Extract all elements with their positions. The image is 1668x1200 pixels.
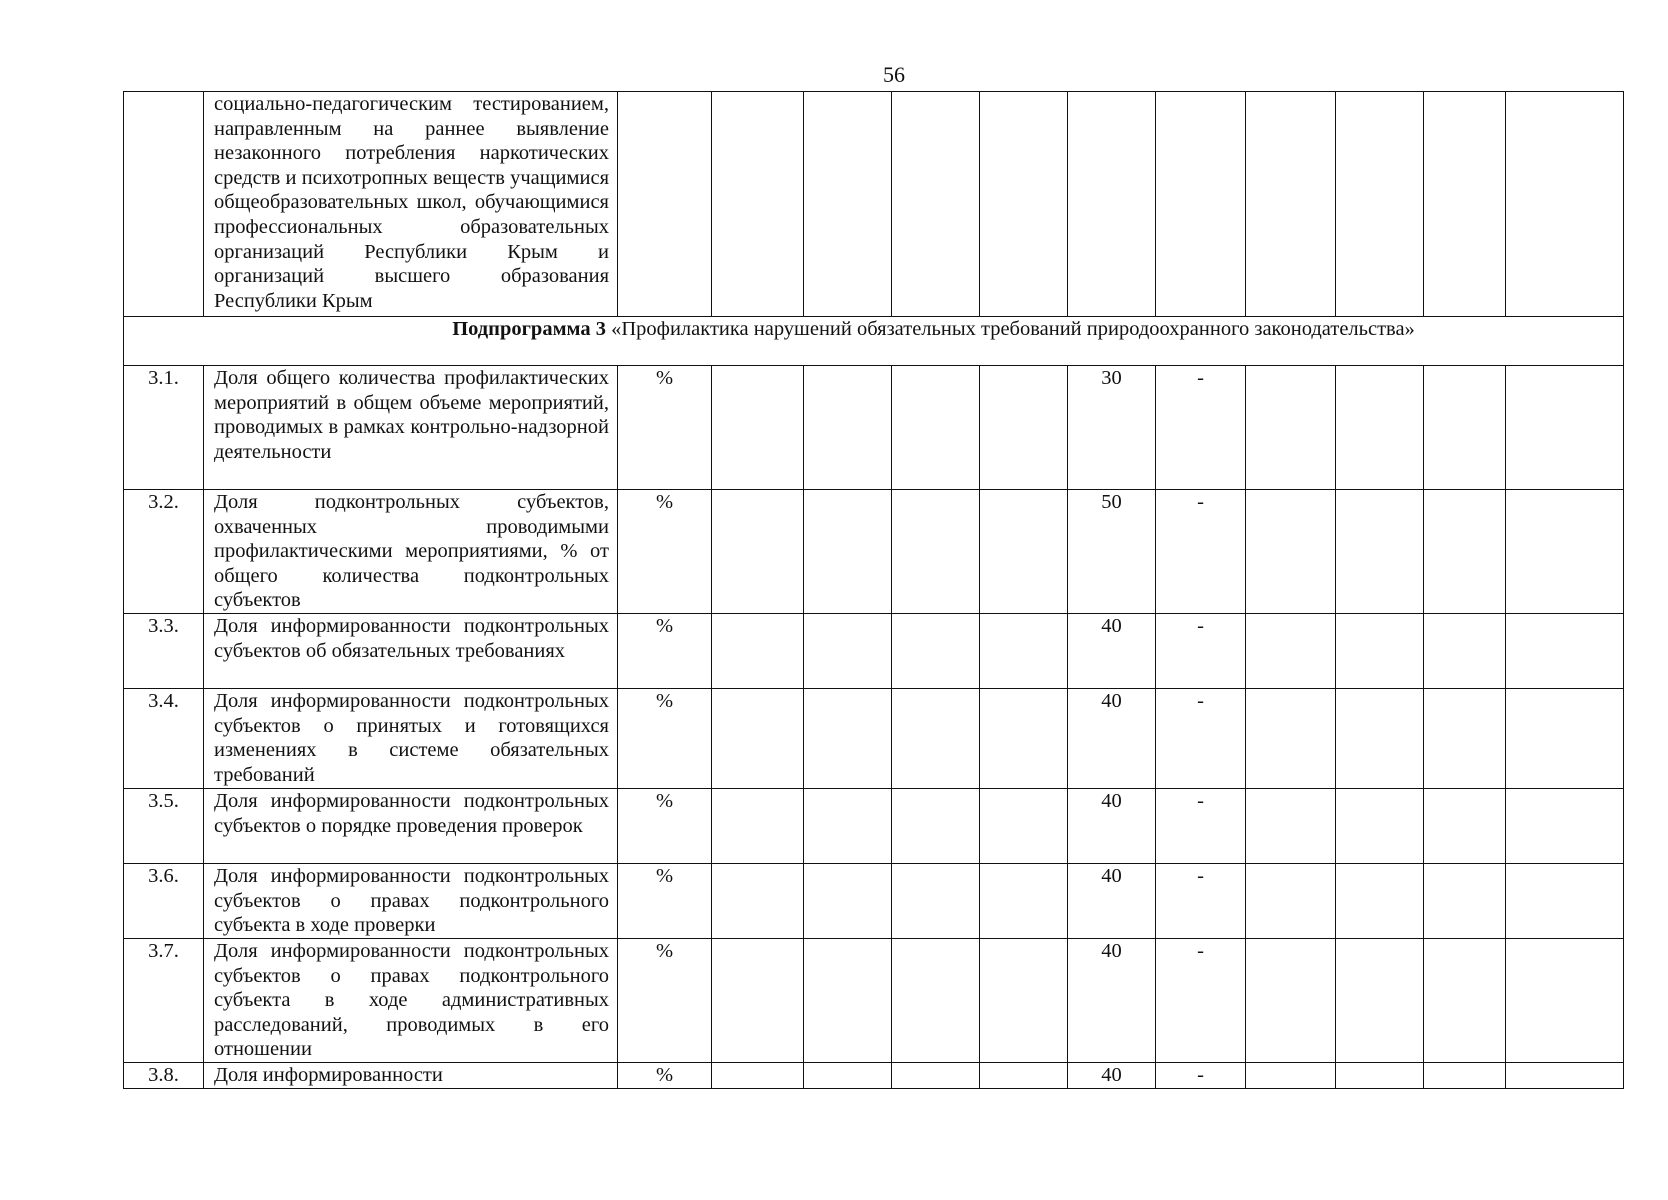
empty-cell bbox=[1424, 938, 1506, 1062]
row-number: 3.3. bbox=[124, 613, 204, 688]
subprogram-header bbox=[124, 317, 1624, 366]
table-row bbox=[124, 366, 1624, 490]
row-value: 30 bbox=[1068, 366, 1156, 490]
empty-cell bbox=[1336, 613, 1424, 688]
row-description bbox=[204, 490, 618, 614]
row-unit: % bbox=[618, 688, 712, 788]
row-next-value: - bbox=[1156, 688, 1246, 788]
empty-cell bbox=[1506, 490, 1624, 614]
empty-cell bbox=[1156, 92, 1246, 317]
empty-cell bbox=[712, 92, 804, 317]
empty-cell bbox=[804, 92, 892, 317]
empty-cell bbox=[1336, 938, 1424, 1062]
row-description bbox=[204, 1062, 618, 1088]
row-number: 3.4. bbox=[124, 688, 204, 788]
empty-cell bbox=[892, 1062, 980, 1088]
subprogram-header-row bbox=[124, 317, 1624, 366]
empty-cell bbox=[1246, 613, 1336, 688]
empty-cell bbox=[712, 490, 804, 614]
row-description-text: Доля информированности подконтрольных субъектов об обязательных требованиях bbox=[214, 614, 609, 662]
empty-cell bbox=[1506, 688, 1624, 788]
empty-cell bbox=[1506, 938, 1624, 1062]
empty-cell bbox=[892, 863, 980, 938]
row-unit: % bbox=[618, 490, 712, 614]
empty-cell bbox=[712, 1062, 804, 1088]
empty-cell bbox=[1336, 1062, 1424, 1088]
empty-cell bbox=[1424, 613, 1506, 688]
row-description-text: Доля информированности подконтрольных субъектов о правах подконтрольного субъекта в ходе административных расследований, проводимых в его отношении bbox=[214, 939, 609, 1061]
row-description-text: Доля информированности подконтрольных субъектов о правах подконтрольного субъекта в ходе проверки bbox=[214, 864, 609, 937]
row-next-value: - bbox=[1156, 613, 1246, 688]
empty-cell bbox=[980, 788, 1068, 863]
empty-cell bbox=[980, 938, 1068, 1062]
row-next-value: - bbox=[1156, 366, 1246, 490]
empty-cell bbox=[980, 863, 1068, 938]
row-value: 40 bbox=[1068, 938, 1156, 1062]
row-unit: % bbox=[618, 1062, 712, 1088]
empty-cell bbox=[712, 863, 804, 938]
empty-cell bbox=[804, 490, 892, 614]
row-description bbox=[204, 366, 618, 490]
row-value: 40 bbox=[1068, 688, 1156, 788]
empty-cell bbox=[1246, 688, 1336, 788]
row-description-text: Доля информированности bbox=[214, 1063, 443, 1086]
empty-cell bbox=[892, 688, 980, 788]
empty-cell bbox=[980, 613, 1068, 688]
empty-cell bbox=[1424, 92, 1506, 317]
row-description bbox=[204, 788, 618, 863]
row-unit: % bbox=[618, 613, 712, 688]
row-description bbox=[204, 938, 618, 1062]
empty-cell bbox=[892, 938, 980, 1062]
empty-cell bbox=[1336, 688, 1424, 788]
empty-cell bbox=[1336, 366, 1424, 490]
empty-cell bbox=[1246, 863, 1336, 938]
empty-cell bbox=[1424, 1062, 1506, 1088]
empty-cell bbox=[1506, 366, 1624, 490]
empty-cell bbox=[1336, 92, 1424, 317]
empty-cell bbox=[1424, 366, 1506, 490]
row-description-text: Доля информированности подконтрольных субъектов о принятых и готовящихся изменениях в системе обязательных требований bbox=[214, 689, 609, 786]
row-value: 40 bbox=[1068, 788, 1156, 863]
row-description bbox=[204, 688, 618, 788]
empty-cell bbox=[980, 1062, 1068, 1088]
empty-cell bbox=[804, 1062, 892, 1088]
continued-row bbox=[124, 92, 1624, 317]
table-row bbox=[124, 688, 1624, 788]
row-unit: % bbox=[618, 938, 712, 1062]
row-next-value: - bbox=[1156, 490, 1246, 614]
row-description bbox=[204, 613, 618, 688]
empty-cell bbox=[1336, 863, 1424, 938]
subprogram-name: «Профилактика нарушений обязательных требований природоохранного законодательства» bbox=[611, 318, 1415, 340]
row-value: 50 bbox=[1068, 490, 1156, 614]
empty-cell bbox=[892, 613, 980, 688]
empty-cell bbox=[892, 92, 980, 317]
empty-cell bbox=[980, 92, 1068, 317]
empty-cell bbox=[1336, 788, 1424, 863]
empty-cell bbox=[1246, 92, 1336, 317]
empty-cell bbox=[980, 688, 1068, 788]
row-number: 3.8. bbox=[124, 1062, 204, 1088]
empty-cell bbox=[712, 688, 804, 788]
row-unit: % bbox=[618, 788, 712, 863]
row-description-text: Доля подконтрольных субъектов, охваченных проводимыми профилактическими мероприятиями, % от общего количества подконтрольных субъектов bbox=[214, 491, 609, 612]
empty-cell bbox=[1246, 366, 1336, 490]
row-number: 3.7. bbox=[124, 938, 204, 1062]
empty-cell bbox=[804, 688, 892, 788]
row-next-value: - bbox=[1156, 1062, 1246, 1088]
empty-cell bbox=[892, 788, 980, 863]
empty-cell bbox=[804, 863, 892, 938]
table-row bbox=[124, 490, 1624, 614]
row-value: 40 bbox=[1068, 1062, 1156, 1088]
row-number: 3.6. bbox=[124, 863, 204, 938]
empty-cell bbox=[1424, 688, 1506, 788]
empty-cell bbox=[1336, 490, 1424, 614]
empty-cell bbox=[980, 366, 1068, 490]
empty-cell bbox=[892, 490, 980, 614]
row-number: 3.2. bbox=[124, 490, 204, 614]
empty-cell bbox=[1246, 1062, 1336, 1088]
row-description-text: Доля общего количества профилактических мероприятий в общем объеме мероприятий, проводимых в рамках контрольно-надзорной деятельности bbox=[214, 367, 609, 463]
empty-cell bbox=[1506, 788, 1624, 863]
empty-cell bbox=[1506, 613, 1624, 688]
row-next-value: - bbox=[1156, 788, 1246, 863]
empty-cell bbox=[804, 366, 892, 490]
row-number-cell bbox=[124, 92, 204, 317]
table-row bbox=[124, 863, 1624, 938]
empty-cell bbox=[712, 938, 804, 1062]
empty-cell bbox=[804, 938, 892, 1062]
empty-cell bbox=[1424, 863, 1506, 938]
row-number: 3.1. bbox=[124, 366, 204, 490]
empty-cell bbox=[1246, 938, 1336, 1062]
row-value: 40 bbox=[1068, 863, 1156, 938]
empty-cell bbox=[1068, 92, 1156, 317]
table-row bbox=[124, 938, 1624, 1062]
empty-cell bbox=[712, 613, 804, 688]
empty-cell bbox=[712, 788, 804, 863]
empty-cell bbox=[892, 366, 980, 490]
row-unit: % bbox=[618, 863, 712, 938]
empty-cell bbox=[1506, 92, 1624, 317]
empty-cell bbox=[1424, 788, 1506, 863]
row-description: социально-педагогическим тестированием, направленным на раннее выявление незаконного потребления наркотических средств и психотропных веществ учащимися общеобразовательных школ, обучающимися профессиональных образовательных организаций Республики Крым и организаций высшего образования Республики Крым bbox=[204, 92, 618, 317]
row-value: 40 bbox=[1068, 613, 1156, 688]
table-row bbox=[124, 613, 1624, 688]
empty-cell bbox=[1506, 863, 1624, 938]
page-number: 56 bbox=[883, 62, 905, 87]
empty-cell bbox=[1424, 490, 1506, 614]
table-row bbox=[124, 788, 1624, 863]
row-number: 3.5. bbox=[124, 788, 204, 863]
row-next-value: - bbox=[1156, 863, 1246, 938]
row-next-value: - bbox=[1156, 938, 1246, 1062]
subprogram-title: Подпрограмма 3 bbox=[452, 318, 606, 340]
empty-cell bbox=[712, 366, 804, 490]
row-unit: % bbox=[618, 366, 712, 490]
row-description-text: Доля информированности подконтрольных субъектов о порядке проведения проверок bbox=[214, 789, 609, 837]
table-row bbox=[124, 1062, 1624, 1088]
empty-cell bbox=[618, 92, 712, 317]
indicators-table bbox=[123, 91, 1624, 1089]
empty-cell bbox=[1246, 490, 1336, 614]
empty-cell bbox=[980, 490, 1068, 614]
empty-cell bbox=[1246, 788, 1336, 863]
row-description bbox=[204, 863, 618, 938]
empty-cell bbox=[804, 788, 892, 863]
empty-cell bbox=[1506, 1062, 1624, 1088]
empty-cell bbox=[804, 613, 892, 688]
